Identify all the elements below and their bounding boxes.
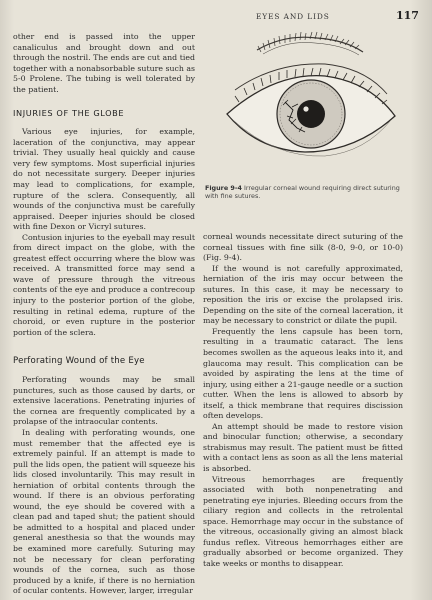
- right-column: [203, 232, 403, 570]
- figure-caption-text: Irregular corneal wound requiring direct suturing with fine sutures.: [205, 184, 400, 201]
- figure-9-4: [205, 28, 405, 201]
- section-heading: INJURIES OF THE GLOBE: [13, 108, 125, 119]
- paragraph: corneal wounds necessitate direct suturing of the corneal tissues with fine silk (8-0, 9-0, or 10-0) (Fig. 9-4).: [203, 232, 403, 263]
- running-head: EYES AND LIDS: [256, 12, 330, 21]
- paragraph: In dealing with perforating wounds, one must remember that the affected eye is extremely painful. If an attempt is made to pull the lids open, the patient will squeeze his lids closed involuntarily. This may result in herniation of orbital contents through the wound. If there is an obvious perforating wound, the eye should be covered with a clean pad and taped shut; the patient should be admitted to a hospital and placed under general anesthesia so that the wounds may be examined more carefully. Suturing may not be necessary for clean perforating wounds of the cornea, such as those produced by a knife, if there is no herniation of ocular contents. However, larger, irregular: [13, 427, 195, 596]
- figure-label: Figure 9-4: [205, 184, 242, 192]
- paragraph: Frequently the lens capsule has been torn, resulting in a traumatic cataract. The lens becomes swollen as the aqueous leaks into it, and glaucoma may result. This complication can be avoided by aspirating the lens at the time of injury, using either a 21-gauge needle or a suction cutter. When the lens is allowed to absorb by itself, a thick membrane that requires discission often develops.: [203, 326, 403, 421]
- left-column: [13, 32, 195, 597]
- intro-paragraph: other end is passed into the upper canaliculus and brought down and out through the nostril. The ends are cut and tied together with a nonabsorbable suture such as 5-0 Prolene. The tubing is well tolerated by the patient.: [13, 32, 195, 94]
- paragraph: Vitreous hemorrhages are frequently associated with both nonpenetrating and penetrating eye injuries. Bleeding occurs from the ciliary region and collects in the retrolental space. Hemorrhage may occur in the substance of the vitreous, occasionally giving an almost black fundus reflex. Vitreous hemorrhages either are gradually absorbed or become organized. They take weeks or months to disappear.: [203, 474, 403, 568]
- subheading: Perforating Wound of the Eye: [13, 356, 145, 367]
- figure-caption: [205, 184, 405, 201]
- paragraph: Perforating wounds may be small punctures, such as those caused by darts, or extensive lacerations. Penetrating injuries of the cornea are frequently complicated by a prolapse of the intraocular contents.: [13, 375, 195, 427]
- pupil: [297, 100, 325, 128]
- page-number: 117: [396, 9, 419, 22]
- paragraph: Contusion injuries to the eyeball may result from direct impact on the globe, with the greatest effect occurring where the blow was received. A transmitted force may send a wave of pressure through the vitreous contents of the eye and produce a contrecoup injury to the posterior portion of the globe, resulting in retinal edema, rupture of the choroid, or even rupture in the posterior portion of the sclera.: [13, 232, 196, 337]
- paragraph: An attempt should be made to restore vision and binocular function; otherwise, a secondary strabismus may result. The patient must be fitted with a contact lens as soon as all the lens material is absorbed.: [203, 421, 403, 474]
- eye-illustration: [205, 28, 405, 180]
- eyebrow: [257, 32, 363, 55]
- paragraph: If the wound is not carefully approximated, herniation of the iris may occur between the sutures. In this case, it may be necessary to reposition the iris or excise the prolapsed iris. Depending on the site of the corneal laceration, it may be necessary to constrict or dilate the pupil.: [203, 263, 403, 326]
- paragraph: Various eye injuries, for example, laceration of the conjunctiva, may appear trivial. They usually heal quickly and cause very few symptoms. Most superficial injuries do not necessitate surgery. Deeper injuries may lead to complications, for example, rupture of the sclera. Consequently, all wounds of the conjunctiva must be carefully appraised. Deeper injuries should be closed with fine Dexon or Vicryl sutures.: [13, 127, 195, 232]
